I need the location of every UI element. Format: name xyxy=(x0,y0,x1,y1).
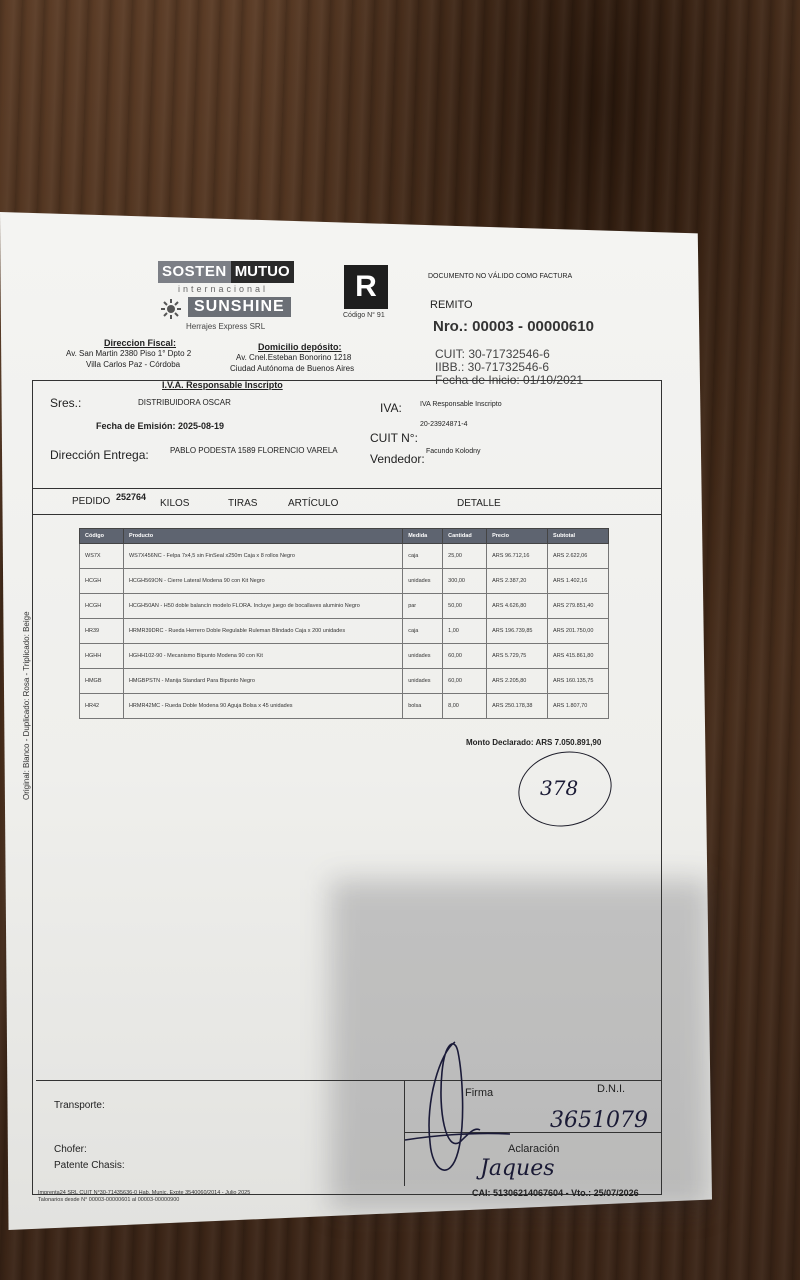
cell-codigo: HCGH xyxy=(80,569,124,594)
table-row xyxy=(80,619,609,644)
cell-subtotal: ARS 160.135,75 xyxy=(548,669,609,694)
cell-codigo: HGHH xyxy=(80,644,124,669)
iva-label: IVA: xyxy=(380,401,402,415)
cell-precio: ARS 5.729,75 xyxy=(487,644,548,669)
logo-sosten-mutuo: SOSTEN MUTUO xyxy=(158,261,294,283)
col-header-producto: Producto xyxy=(123,529,402,544)
cell-codigo: HCGH xyxy=(80,594,124,619)
direccion-label: Dirección Entrega: xyxy=(50,448,149,462)
cell-codigo: HMGB xyxy=(80,669,124,694)
doc-type: REMITO xyxy=(430,299,473,311)
cell-cantidad: 25,00 xyxy=(443,544,487,569)
dir-fiscal-label: Direccion Fiscal: xyxy=(104,338,177,348)
col-header-medida: Medida xyxy=(403,529,443,544)
cell-subtotal: ARS 1.807,70 xyxy=(548,694,609,719)
codigo: Código N° 91 xyxy=(343,312,385,319)
cell-precio: ARS 196.739,85 xyxy=(487,619,548,644)
dom-deposito-label: Domicilio depósito: xyxy=(258,342,342,352)
cai: CAI: 51306214067604 - Vto.: 25/07/2026 xyxy=(472,1188,639,1198)
table-row xyxy=(80,594,609,619)
vendedor-label: Vendedor: xyxy=(370,452,425,466)
cell-precio: ARS 2.387,20 xyxy=(487,569,548,594)
cell-medida: bolsa xyxy=(403,694,443,719)
logo-internacional: internacional xyxy=(178,284,269,294)
table-header-row xyxy=(80,529,609,544)
cell-medida: caja xyxy=(403,544,443,569)
cell-producto: HCGH50AN - H50 doble balancín modelo FLORA. Incluye juego de bocallaves aluminio Negro xyxy=(123,594,402,619)
col-header-precio: Precio xyxy=(487,529,548,544)
pedido-label: PEDIDO xyxy=(72,496,111,507)
items-table xyxy=(79,528,609,719)
tiras-label: TIRAS xyxy=(228,498,258,509)
cell-subtotal: ARS 415.861,80 xyxy=(548,644,609,669)
logo-subtitle: Herrajes Express SRL xyxy=(186,322,266,331)
cell-medida: unidades xyxy=(403,644,443,669)
cell-precio: ARS 2.205,80 xyxy=(487,669,548,694)
cell-precio: ARS 4.626,80 xyxy=(487,594,548,619)
table-row xyxy=(80,694,609,719)
cell-cantidad: 1,00 xyxy=(443,619,487,644)
cuit-emisor: CUIT: 30-71732546-6 xyxy=(435,347,550,361)
cell-cantidad: 60,00 xyxy=(443,644,487,669)
col-header-codigo: Código xyxy=(80,529,124,544)
cell-producto: WS7X456NC - Felpa 7x4,5 sin FinSeal x250m Caja x 8 rollos Negro xyxy=(123,544,402,569)
cell-precio: ARS 250.178,38 xyxy=(487,694,548,719)
remito-number: Nro.: 00003 - 00000610 xyxy=(433,318,594,335)
iva-value: IVA Responsable Inscripto xyxy=(420,401,502,408)
fecha-emision: Fecha de Emisión: 2025-08-19 xyxy=(96,421,225,431)
table-row xyxy=(80,669,609,694)
table-row xyxy=(80,569,609,594)
dir-fiscal-line1: Av. San Martin 2380 Piso 1° Dpto 2 xyxy=(66,349,192,358)
col-header-cantidad: Cantidad xyxy=(443,529,487,544)
cell-medida: par xyxy=(403,594,443,619)
cell-subtotal: ARS 1.402,16 xyxy=(548,569,609,594)
sres-value: DISTRIBUIDORA OSCAR xyxy=(138,398,231,407)
imprenta-line1: Imprenta24 SRL CUIT N°30-71435636-0 Hab. Munic. Expte 3540060/2014 - Julio 2025 xyxy=(38,1190,251,1196)
aclaracion-label: Aclaración xyxy=(508,1143,560,1155)
cell-cantidad: 60,00 xyxy=(443,669,487,694)
iva-responsable: I.V.A. Responsable Inscripto xyxy=(162,380,283,390)
dni-label: D.N.I. xyxy=(597,1083,626,1095)
patente-label: Patente Chasis: xyxy=(54,1160,125,1171)
pedido-number: 252764 xyxy=(116,492,147,502)
table-row xyxy=(80,544,609,569)
cuit-cliente: 20-23924871-4 xyxy=(420,421,468,428)
cell-cantidad: 50,00 xyxy=(443,594,487,619)
copy-colors-note: Original: Blanco - Duplicado: Rosa - Triplicado: Beige xyxy=(22,611,31,800)
cuit-label: CUIT N°: xyxy=(370,431,418,445)
cell-producto: HGHH102-90 - Mecanismo Bipunto Modena 90 con Kit xyxy=(123,644,402,669)
table-row xyxy=(80,644,609,669)
cell-producto: HMGBPSTN - Manija Standard Para Bipunto Negro xyxy=(123,669,402,694)
articulo-label: ARTÍCULO xyxy=(288,498,339,509)
monto-declarado: Monto Declarado: ARS 7.050.891,90 xyxy=(466,738,602,747)
cell-medida: unidades xyxy=(403,569,443,594)
no-valido-label: DOCUMENTO NO VÁLIDO COMO FACTURA xyxy=(428,273,573,280)
cell-medida: unidades xyxy=(403,669,443,694)
logo-sunshine: SUNSHINE xyxy=(188,297,291,317)
divider xyxy=(32,514,662,515)
cell-subtotal: ARS 201.750,00 xyxy=(548,619,609,644)
chofer-label: Chofer: xyxy=(54,1144,87,1155)
handwritten-note: 378 xyxy=(540,776,579,800)
divider xyxy=(32,488,662,489)
fecha-inicio: Fecha de Inicio: 01/10/2021 xyxy=(435,373,584,387)
direccion-value: PABLO PODESTA 1589 FLORENCIO VARELA xyxy=(170,446,338,455)
cell-codigo: HR42 xyxy=(80,694,124,719)
cell-producto: HRMR42MC - Rueda Doble Modena 90 Aguja Bolsa x 45 unidades xyxy=(123,694,402,719)
dom-deposito-line2: Ciudad Autónoma de Buenos Aires xyxy=(230,364,355,373)
firma-label: Firma xyxy=(465,1087,494,1099)
iibb: IIBB.: 30-71732546-6 xyxy=(435,360,550,374)
kilos-label: KILOS xyxy=(160,498,190,509)
cell-codigo: HR39 xyxy=(80,619,124,644)
dir-fiscal-line2: Villa Carlos Paz - Córdoba xyxy=(86,360,181,369)
col-header-subtotal: Subtotal xyxy=(548,529,609,544)
divider xyxy=(36,1080,662,1081)
cell-producto: HRMR39DRC - Rueda Herrero Doble Regulable Ruleman Blindado Caja x 200 unidades xyxy=(123,619,402,644)
detalle-label: DETALLE xyxy=(457,498,501,509)
sres-label: Sres.: xyxy=(50,396,82,410)
cell-codigo: WS7X xyxy=(80,544,124,569)
handwritten-dni: 3651079 xyxy=(550,1108,648,1133)
imprenta-line2: Talonarios desde N° 00003-00000601 al 00003-00000900 xyxy=(38,1197,180,1203)
signature xyxy=(400,1032,520,1182)
doc-letter-box: R xyxy=(344,265,388,309)
handwritten-aclaracion: Jaques xyxy=(480,1156,555,1181)
dom-deposito-line1: Av. Cnel.Esteban Bonorino 1218 xyxy=(236,353,352,362)
transporte-label: Transporte: xyxy=(54,1100,105,1111)
sun-icon xyxy=(160,298,182,320)
cell-producto: HCGH569ON - Cierre Lateral Modena 90 con Kit Negro xyxy=(123,569,402,594)
cell-cantidad: 300,00 xyxy=(443,569,487,594)
vendedor-value: Facundo Kolodny xyxy=(426,448,481,455)
cell-precio: ARS 96.712,16 xyxy=(487,544,548,569)
cell-cantidad: 8,00 xyxy=(443,694,487,719)
cell-subtotal: ARS 279.851,40 xyxy=(548,594,609,619)
cell-medida: caja xyxy=(403,619,443,644)
cell-subtotal: ARS 2.622,06 xyxy=(548,544,609,569)
